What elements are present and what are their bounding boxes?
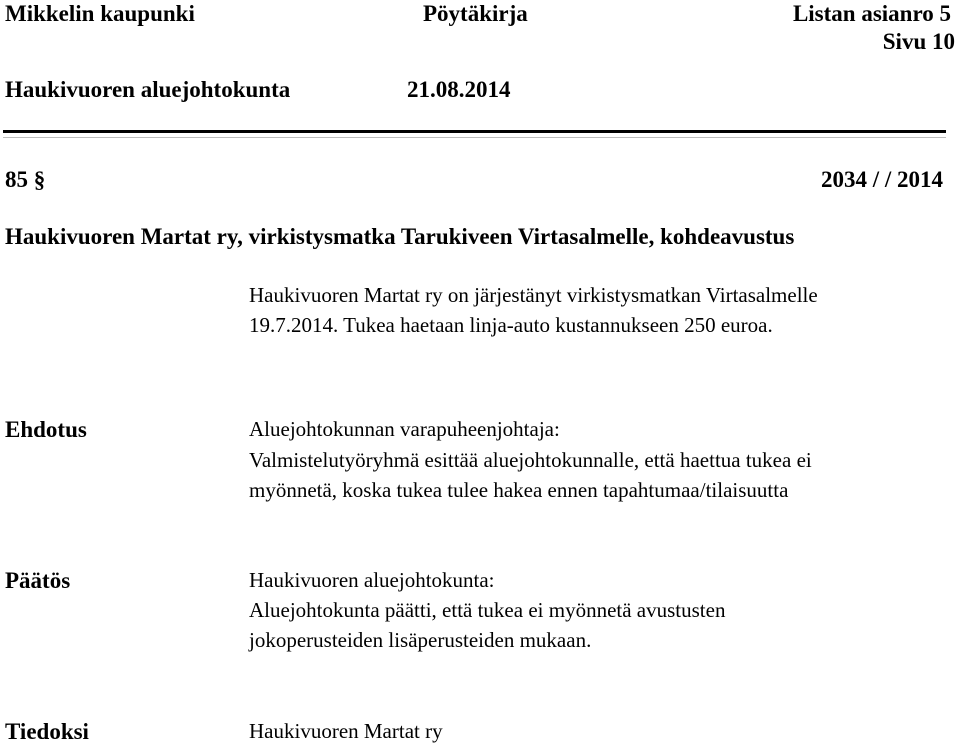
decision-line-2: Aluejohtokunta päätti, että tukea ei myönnetä avustusten	[249, 598, 726, 622]
document-type: Pöytäkirja	[423, 1, 528, 26]
decision-label: Päätös	[5, 568, 71, 593]
info-line-1: Haukivuoren Martat ry	[249, 719, 443, 743]
page-number: Sivu 10	[882, 29, 955, 54]
proposal-line-3: myönnetä, koska tukea tulee hakea ennen tapahtumaa/tilaisuutta	[249, 478, 789, 502]
header-rule-shadow	[3, 137, 946, 138]
city-name: Mikkelin kaupunki	[5, 1, 195, 26]
description-line-1: Haukivuoren Martat ry on järjestänyt virkistysmatkan Virtasalmelle	[249, 283, 818, 307]
decision-line-3: jokoperusteiden lisäperusteiden mukaan.	[249, 628, 592, 652]
description-line-2: 19.7.2014. Tukea haetaan linja-auto kustannukseen 250 euroa.	[249, 313, 773, 337]
proposal-line-1: Aluejohtokunnan varapuheenjohtaja:	[249, 417, 560, 441]
header-rule	[3, 130, 946, 133]
decision-line-1: Haukivuoren aluejohtokunta:	[249, 568, 495, 592]
item-title: Haukivuoren Martat ry, virkistysmatka Tarukiveen Virtasalmelle, kohdeavustus	[5, 224, 795, 249]
info-label: Tiedoksi	[5, 719, 89, 744]
item-number: 85 §	[5, 167, 46, 192]
proposal-line-2: Valmistelutyöryhmä esittää aluejohtokunnalle, että haettua tukea ei	[249, 448, 812, 472]
list-item-number: Listan asianro 5	[792, 1, 951, 26]
proposal-label: Ehdotus	[5, 417, 87, 442]
meeting-date: 21.08.2014	[407, 77, 511, 102]
item-reference: 2034 / / 2014	[820, 167, 943, 192]
body-name: Haukivuoren aluejohtokunta	[5, 77, 291, 102]
